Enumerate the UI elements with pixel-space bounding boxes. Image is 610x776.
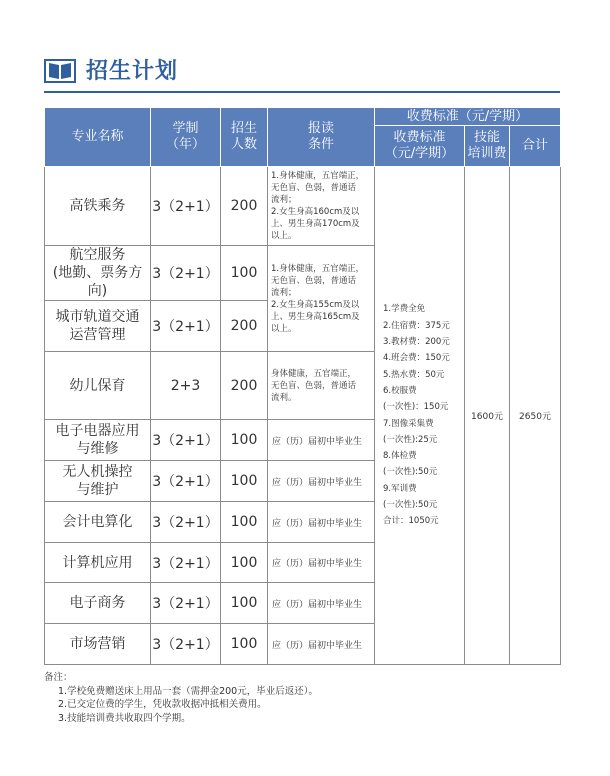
condition-text: 应（历）届初中毕业生 bbox=[268, 543, 375, 583]
count-value: 100 bbox=[221, 543, 268, 583]
header-skill-fee: 技能 培训费 bbox=[465, 126, 510, 167]
count-value: 100 bbox=[221, 624, 268, 665]
condition-text: 应（历）届初中毕业生 bbox=[268, 624, 375, 665]
note-item: 1.学校免费赠送床上用品一套（需押金200元，毕业后返还）。 bbox=[58, 685, 318, 697]
count-value: 200 bbox=[221, 167, 268, 246]
section-header bbox=[44, 54, 178, 85]
major-name: 城市轨道交通 运营管理 bbox=[45, 301, 151, 352]
header-conditions: 报读 条件 bbox=[268, 108, 375, 167]
major-name: 幼儿保育 bbox=[45, 352, 151, 420]
notes-section bbox=[44, 671, 564, 725]
years-value: 3（2+1） bbox=[151, 502, 221, 543]
header-major: 专业名称 bbox=[45, 108, 151, 167]
total-fee-value: 2650元 bbox=[510, 167, 561, 665]
condition-text: 1.身体健康，五官端正， 无色盲、色弱，普通话 流利； 2.女生身高155cm及以 上、男生身高165cm及 以上。 bbox=[268, 246, 375, 352]
count-value: 200 bbox=[221, 352, 268, 420]
years-value: 3（2+1） bbox=[151, 246, 221, 301]
note-item: 3.技能培训费共收取四个学期。 bbox=[58, 712, 191, 724]
condition-text: 应（历）届初中毕业生 bbox=[268, 502, 375, 543]
enrollment-table bbox=[44, 107, 561, 665]
count-value: 100 bbox=[221, 583, 268, 624]
title-divider bbox=[44, 91, 560, 93]
count-value: 100 bbox=[221, 461, 268, 502]
header-years: 学制 （年） bbox=[151, 108, 221, 167]
condition-text: 应（历）届初中毕业生 bbox=[268, 583, 375, 624]
major-name: 市场营销 bbox=[45, 624, 151, 665]
major-name: 航空服务 (地勤、票务方向) bbox=[45, 246, 151, 301]
years-value: 3（2+1） bbox=[151, 420, 221, 461]
years-value: 3（2+1） bbox=[151, 461, 221, 502]
skill-fee-value: 1600元 bbox=[465, 167, 510, 665]
count-value: 100 bbox=[221, 502, 268, 543]
major-name: 电子商务 bbox=[45, 583, 151, 624]
open-book-icon bbox=[44, 57, 76, 83]
count-value: 100 bbox=[221, 246, 268, 301]
page-title: 招生计划 bbox=[86, 59, 179, 84]
header-fees-group: 收费标准（元/学期） bbox=[375, 108, 561, 126]
years-value: 2+3 bbox=[151, 352, 221, 420]
years-value: 3（2+1） bbox=[151, 583, 221, 624]
major-name: 计算机应用 bbox=[45, 543, 151, 583]
note-item: 2.已交定位费的学生，凭收款收据冲抵相关费用。 bbox=[58, 699, 267, 710]
header-total: 合计 bbox=[510, 126, 561, 167]
condition-text: 1.身体健康，五官端正， 无色盲、色弱，普通话 流利； 2.女生身高160cm及以 上、男生身高170cm及 以上。 bbox=[268, 167, 375, 246]
count-value: 200 bbox=[221, 301, 268, 352]
fee-standard-list: 1.学费全免 2.住宿费：375元 3.教材费：200元 4.班会费：150元 5.热水费：50元 6.校服费 (一次性)：150元 7.图像采集费 (一次性):25元 8.体检费 (一次性):50元 9.军训费 (一次性):50元 合计：1050元 bbox=[375, 167, 465, 665]
condition-text: 应（历）届初中毕业生 bbox=[268, 461, 375, 502]
header-count: 招生 人数 bbox=[221, 108, 268, 167]
major-name: 会计电算化 bbox=[45, 502, 151, 543]
years-value: 3（2+1） bbox=[151, 543, 221, 583]
years-value: 3（2+1） bbox=[151, 167, 221, 246]
condition-text: 应（历）届初中毕业生 bbox=[268, 420, 375, 461]
notes-label: 备注： bbox=[44, 672, 73, 683]
major-name: 无人机操控 与维护 bbox=[45, 461, 151, 502]
major-name: 电子电器应用 与维修 bbox=[45, 420, 151, 461]
table-row bbox=[45, 167, 561, 246]
header-fee-standard: 收费标准 （元/学期） bbox=[375, 126, 465, 167]
condition-text: 身体健康，五官端正， 无色盲、色弱，普通话 流利。 bbox=[268, 352, 375, 420]
major-name: 高铁乘务 bbox=[45, 167, 151, 246]
years-value: 3（2+1） bbox=[151, 624, 221, 665]
years-value: 3（2+1） bbox=[151, 301, 221, 352]
count-value: 100 bbox=[221, 420, 268, 461]
